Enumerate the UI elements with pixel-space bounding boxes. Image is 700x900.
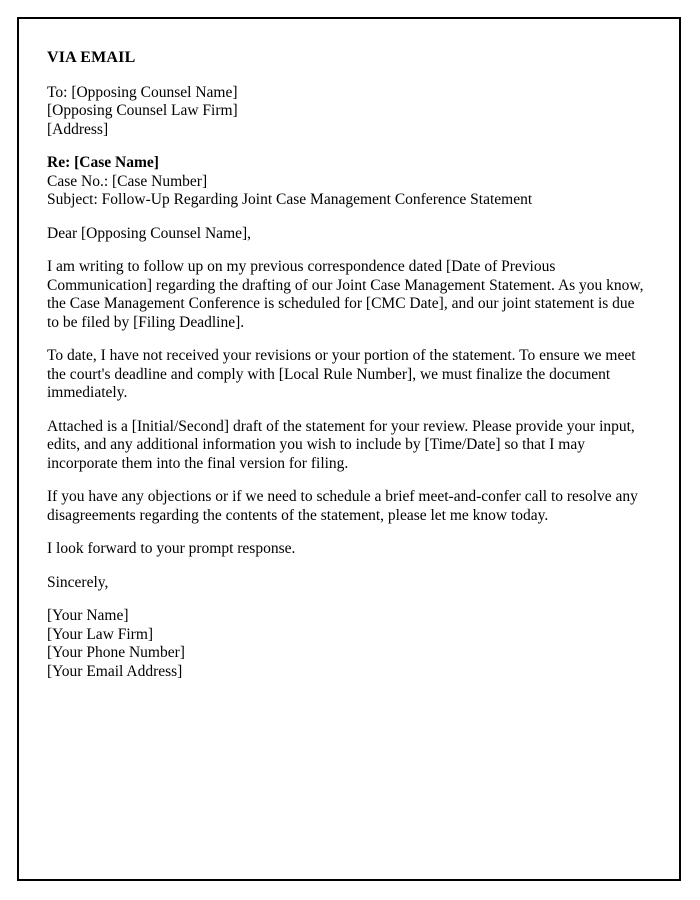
signature-name: [Your Name]: [47, 607, 129, 624]
paragraph-attachment: Attached is a [Initial/Second] draft of the statement for your review. Please provide your input, edits, and any additional information you wish to include by [Time/Date] so that I may incorporate them into the final version for filing.: [47, 417, 635, 472]
paragraph-followup: I am writing to follow up on my previous correspondence dated [Date of Previous Communication] regarding the drafting of our Joint Case Management Statement. As you know, the Case Management Conference is scheduled for [CMC Date], and our joint statement is due to be filed by [Filing Deadline].: [47, 258, 644, 331]
closing: Sincerely,: [47, 573, 109, 591]
page-border: [17, 17, 681, 881]
subject-line: Subject: Follow-Up Regarding Joint Case Management Conference Statement: [47, 191, 533, 208]
signature-firm: [Your Law Firm]: [47, 625, 154, 643]
signature-email: [Your Email Address]: [47, 662, 183, 680]
paragraph-prompt-response: I look forward to your prompt response.: [47, 540, 296, 557]
letter-content: [19, 19, 679, 726]
via-email-header: VIA EMAIL: [47, 49, 136, 66]
paragraph-deadline: To date, I have not received your revisions or your portion of the statement. To ensure we meet the court's deadline and comply with [Local Rule Number], we must finalize the document immediately.: [47, 347, 636, 401]
recipient-address-line: [Address]: [47, 120, 109, 138]
signature-phone: [Your Phone Number]: [47, 644, 185, 661]
re-case-name-line: Re: [Case Name]: [47, 154, 159, 171]
case-number-line: Case No.: [Case Number]: [47, 172, 208, 190]
recipient-block: [47, 84, 647, 140]
paragraph-objections: If you have any objections or if we need to schedule a brief meet-and-confer call to resolve any disagreements regarding the contents of the statement, please let me know today.: [47, 488, 638, 524]
recipient-firm-line: [Opposing Counsel Law Firm]: [47, 102, 238, 119]
signature-block: [47, 607, 647, 681]
salutation: Dear [Opposing Counsel Name],: [47, 224, 252, 242]
reference-block: [47, 154, 647, 210]
recipient-to-line: To: [Opposing Counsel Name]: [47, 83, 238, 101]
